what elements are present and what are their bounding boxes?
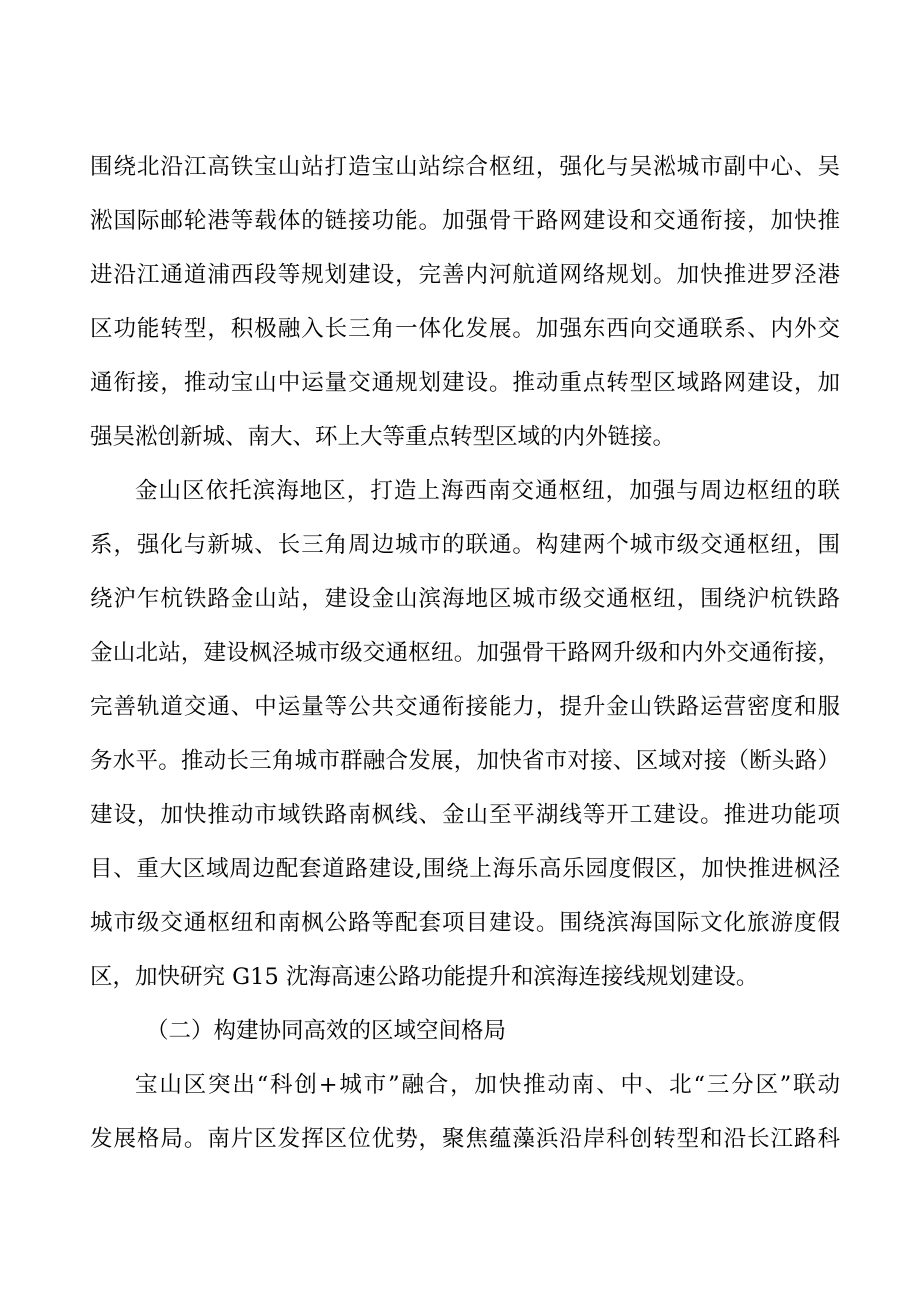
text-line: 宝山区突出“科创+城市”融合，加快推动南、中、北“三分区”联动 xyxy=(135,1072,840,1098)
text-line: 绕沪乍杭铁路金山站，建设金山滨海地区城市级交通枢纽，围绕沪杭铁路 xyxy=(90,586,840,612)
text-line: 区，加快研究 G15 沈海高速公路功能提升和滨海连接线规划建设。 xyxy=(90,964,759,990)
text-line: 进沿江通道浦西段等规划建设，完善内河航道网络规划。加快推进罗泾港 xyxy=(90,262,840,288)
text-line: 强吴淞创新城、南大、环上大等重点转型区域的内外链接。 xyxy=(90,424,676,450)
text-line: 发展格局。南片区发挥区位优势，聚焦蕴藻浜沿岸科创转型和沿长江路科 xyxy=(90,1126,840,1152)
text-line: 金山北站，建设枫泾城市级交通枢纽。加强骨干路网升级和内外交通衔接， xyxy=(90,640,840,666)
paragraph-baoshan-layout xyxy=(90,1058,840,1166)
text-line: 通衔接，推动宝山中运量交通规划建设。推动重点转型区域路网建设，加 xyxy=(90,370,840,396)
text-line: 金山区依托滨海地区，打造上海西南交通枢纽，加强与周边枢纽的联 xyxy=(135,478,840,504)
text-line: 目、重大区域周边配套道路建设,围绕上海乐高乐园度假区，加快推进枫泾 xyxy=(90,856,840,882)
paragraph-jinshan-hub xyxy=(90,464,840,1004)
text-line: 建设，加快推动市域铁路南枫线、金山至平湖线等开工建设。推进功能项 xyxy=(90,802,840,828)
text-line: 区功能转型，积极融入长三角一体化发展。加强东西向交通联系、内外交 xyxy=(90,316,840,342)
text-line: 城市级交通枢纽和南枫公路等配套项目建设。围绕滨海国际文化旅游度假 xyxy=(90,910,840,936)
text-line: 完善轨道交通、中运量等公共交通衔接能力，提升金山铁路运营密度和服 xyxy=(90,694,840,720)
paragraph-baoshan-hub xyxy=(90,140,840,464)
text-line: 围绕北沿江高铁宝山站打造宝山站综合枢纽，强化与吴淞城市副中心、吴 xyxy=(90,154,840,180)
document-body xyxy=(90,140,840,1166)
text-line: 务水平。推动长三角城市群融合发展，加快省市对接、区域对接（断头路） xyxy=(90,748,840,774)
section-heading: （二）构建协同高效的区域空间格局 xyxy=(146,1018,507,1044)
text-line: 系，强化与新城、长三角周边城市的联通。构建两个城市级交通枢纽，围 xyxy=(90,532,840,558)
text-line: 淞国际邮轮港等载体的链接功能。加强骨干路网建设和交通衔接，加快推 xyxy=(90,208,840,234)
